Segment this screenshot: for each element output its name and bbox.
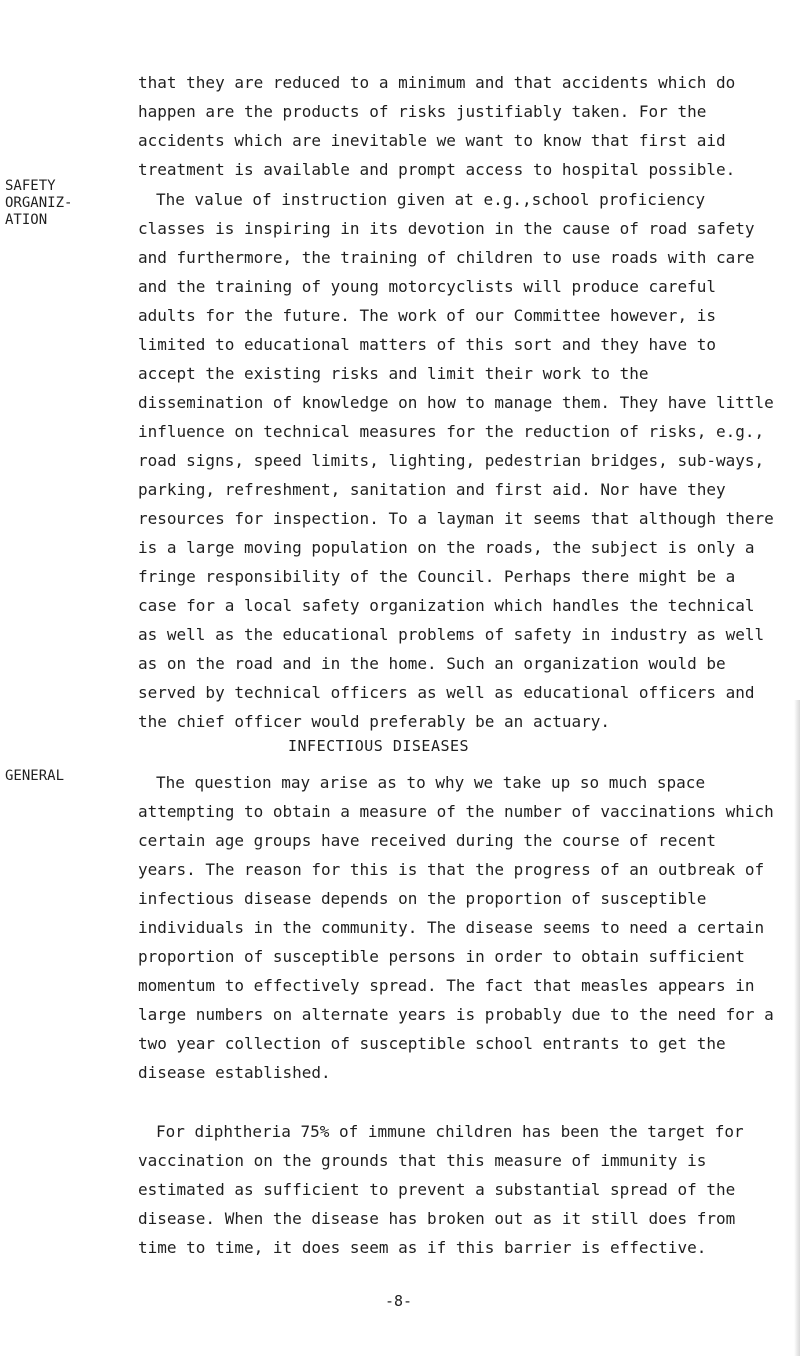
page-number: -8- xyxy=(385,1292,413,1310)
paragraph-diphtheria xyxy=(138,1117,778,1262)
margin-note-safety-organization: SAFETY ORGANIZ- ATION xyxy=(5,178,73,228)
paragraph-text: The value of instruction given at e.g.,school proficiency classes is inspiring in its devotion in the cause of road safety and furthermore, the training of children to use roads with care and the training of young motorcyclists will produce careful adults for the future. The work of our Committee however, is limited to educational matters of this sort and they have to accept the existing risks and limit their work to the dissemination of knowledge on how to manage them. They have little influence on technical measures for the reduction of risks, e.g., road signs, speed limits, lighting, pedestrian bridges, sub-ways, parking, refreshment, sanitation and first aid. Nor have they resources for inspection. To a layman it seems that although there is a large moving population on the roads, the subject is only a fringe responsibility of the Council. Perhaps there might be a case for a local safety organization which handles the technical as well as the educational problems of safety in industry as well as on the road and in the home. Such an organization would be served by technical officers as well as educational officers and the chief officer would preferably be an actuary. xyxy=(138,190,774,731)
section-heading: INFECTIOUS DISEASES xyxy=(288,737,470,755)
scan-edge-shadow xyxy=(794,700,800,1356)
paragraph-text: that they are reduced to a minimum and that accidents which do happen are the products of risks justifiably taken. For the accidents which are inevitable we want to know that first aid treatment is available and prompt access to hospital possible. xyxy=(138,73,736,179)
paragraph-text: The question may arise as to why we take up so much space attempting to obtain a measure of the number of vaccinations which certain age groups have received during the course of recent years. The reason for this is that the progress of an outbreak of infectious disease depends on the proportion of susceptible individuals in the community. The disease seems to need a certain proportion of susceptible persons in order to obtain sufficient momentum to effectively spread. The fact that measles appears in large numbers on alternate years is probably due to the need for a two year collection of susceptible school entrants to get the disease established. xyxy=(138,773,774,1082)
paragraph-vaccination-question xyxy=(138,768,778,1087)
margin-note-general: GENERAL xyxy=(5,768,65,784)
paragraph-safety-instruction xyxy=(138,185,778,736)
paragraph-continuation xyxy=(138,68,778,184)
paragraph-text: For diphtheria 75% of immune children has been the target for vaccination on the grounds that this measure of immunity is estimated as sufficient to prevent a substantial spread of the disease. When the disease has broken out as it still does from time to time, it does seem as if this barrier is effective. xyxy=(138,1122,744,1257)
